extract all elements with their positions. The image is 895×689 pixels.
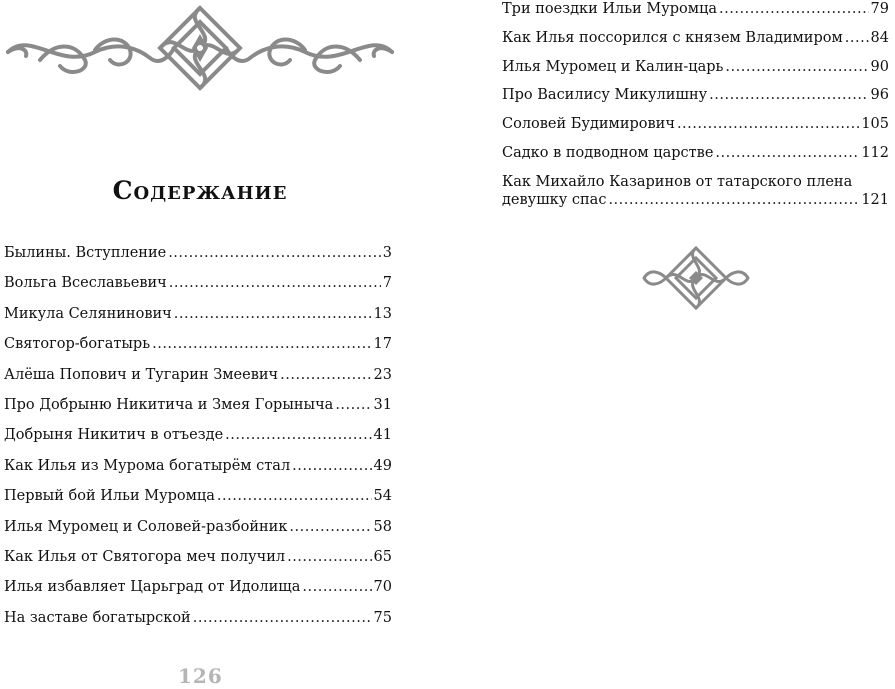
toc-entry-title: Про Василису Микулишну bbox=[502, 87, 708, 104]
toc-entry-page: 79 bbox=[870, 1, 889, 17]
toc-entry-title-line2: девушку спас bbox=[502, 191, 607, 208]
toc-entry-page: 84 bbox=[870, 29, 889, 46]
leader-dots bbox=[715, 144, 859, 162]
toc-entry[interactable] bbox=[4, 487, 392, 517]
leader-dots bbox=[719, 0, 869, 18]
toc-entry[interactable] bbox=[4, 578, 392, 608]
toc-entry[interactable] bbox=[502, 115, 889, 144]
toc-left-column bbox=[4, 244, 392, 639]
contents-title: Содержание bbox=[112, 176, 288, 205]
celtic-knot-ornament-icon bbox=[0, 0, 400, 100]
toc-entry-title: Вольга Всеславьевич bbox=[4, 275, 167, 292]
toc-entry[interactable] bbox=[4, 305, 392, 335]
toc-entry-title: Илья Муромец и Соловей-разбойник bbox=[4, 518, 288, 535]
toc-entry-title: Микула Селянинович bbox=[4, 305, 172, 322]
leader-dots bbox=[608, 191, 859, 209]
leader-dots bbox=[168, 244, 381, 262]
toc-entry-title: Илья Муромец и Калин-царь bbox=[502, 58, 724, 75]
toc-entry-page: 41 bbox=[373, 427, 392, 444]
toc-entry[interactable] bbox=[4, 548, 392, 578]
leader-dots bbox=[169, 274, 381, 292]
toc-entry-title: Первый бой Ильи Муромца bbox=[4, 488, 215, 505]
leader-dots bbox=[280, 366, 371, 384]
toc-entry-page: 96 bbox=[870, 87, 889, 104]
leader-dots bbox=[292, 457, 371, 475]
toc-entry-title: Садко в подводном царстве bbox=[502, 144, 714, 161]
leader-dots bbox=[302, 578, 371, 596]
toc-entry[interactable] bbox=[502, 144, 889, 173]
leader-dots bbox=[725, 58, 868, 76]
toc-entry-page: 70 bbox=[373, 579, 392, 596]
toc-entry[interactable] bbox=[4, 609, 392, 639]
toc-entry-page: 54 bbox=[373, 488, 392, 505]
toc-entry-title-line2-row bbox=[502, 191, 889, 209]
toc-entry[interactable] bbox=[4, 274, 392, 304]
leader-dots bbox=[287, 548, 371, 566]
toc-entry[interactable] bbox=[4, 426, 392, 456]
toc-entry-multiline[interactable] bbox=[502, 173, 889, 209]
toc-entry-title: Алёша Попович и Тугарин Змеевич bbox=[4, 366, 279, 383]
toc-entry-title: Соловей Будимирович bbox=[502, 116, 675, 133]
toc-entry-page: 13 bbox=[373, 305, 392, 322]
toc-entry-title: На заставе богатырской bbox=[4, 609, 191, 626]
page-number: 126 bbox=[178, 664, 223, 688]
leader-dots bbox=[152, 335, 371, 353]
toc-entry[interactable] bbox=[4, 396, 392, 426]
toc-entry-page: 23 bbox=[373, 366, 392, 383]
toc-entry-page: 105 bbox=[861, 116, 889, 133]
toc-entry[interactable] bbox=[4, 518, 392, 548]
leader-dots bbox=[193, 609, 372, 627]
toc-entry[interactable] bbox=[4, 366, 392, 396]
toc-entry-page: 90 bbox=[870, 58, 889, 75]
leader-dots bbox=[709, 86, 868, 104]
leader-dots bbox=[217, 487, 372, 505]
small-knot-ornament-icon bbox=[640, 244, 752, 312]
leader-dots bbox=[225, 426, 371, 444]
toc-entry-title: Как Илья из Мурома богатырём стал bbox=[4, 457, 291, 474]
toc-entry-title: Как Илья поссорился с князем Владимиром bbox=[502, 29, 843, 46]
toc-entry[interactable] bbox=[502, 29, 889, 58]
toc-entry-title: Илья избавляет Царьград от Идолища bbox=[4, 579, 301, 596]
leader-dots bbox=[677, 115, 859, 133]
leader-dots bbox=[845, 29, 869, 47]
toc-entry[interactable] bbox=[4, 335, 392, 365]
toc-entry-page: 65 bbox=[373, 548, 392, 565]
toc-entry[interactable] bbox=[502, 86, 889, 115]
toc-entry-page: 17 bbox=[373, 336, 392, 353]
toc-entry[interactable] bbox=[4, 457, 392, 487]
toc-entry-page: 31 bbox=[373, 396, 392, 413]
toc-entry-page: 121 bbox=[861, 191, 889, 208]
toc-entry-title-line1: Как Михайло Казаринов от татарского плена bbox=[502, 173, 853, 190]
toc-entry-page: 49 bbox=[373, 457, 392, 474]
toc-entry-title: Про Добрыню Никитича и Змея Горыныча bbox=[4, 396, 334, 413]
toc-entry-page: 75 bbox=[373, 609, 392, 626]
toc-entry-title: Добрыня Никитич в отъезде bbox=[4, 427, 224, 444]
toc-right-column bbox=[502, 0, 889, 209]
leader-dots bbox=[335, 396, 371, 414]
toc-entry[interactable] bbox=[502, 58, 889, 87]
toc-entry-title: Как Илья от Святогора меч получил bbox=[4, 548, 286, 565]
leader-dots bbox=[289, 518, 371, 536]
toc-entry-page: 112 bbox=[861, 144, 889, 161]
toc-entry-page: 7 bbox=[382, 275, 392, 292]
leader-dots bbox=[174, 305, 372, 323]
toc-entry[interactable] bbox=[4, 244, 392, 274]
toc-entry-title: Три поездки Ильи Муромца bbox=[502, 1, 718, 17]
toc-entry[interactable] bbox=[502, 0, 889, 29]
toc-entry-page: 3 bbox=[382, 245, 392, 261]
toc-entry-title: Былины. Вступление bbox=[4, 245, 167, 261]
toc-entry-title: Святогор-богатырь bbox=[4, 336, 151, 353]
toc-entry-page: 58 bbox=[373, 518, 392, 535]
